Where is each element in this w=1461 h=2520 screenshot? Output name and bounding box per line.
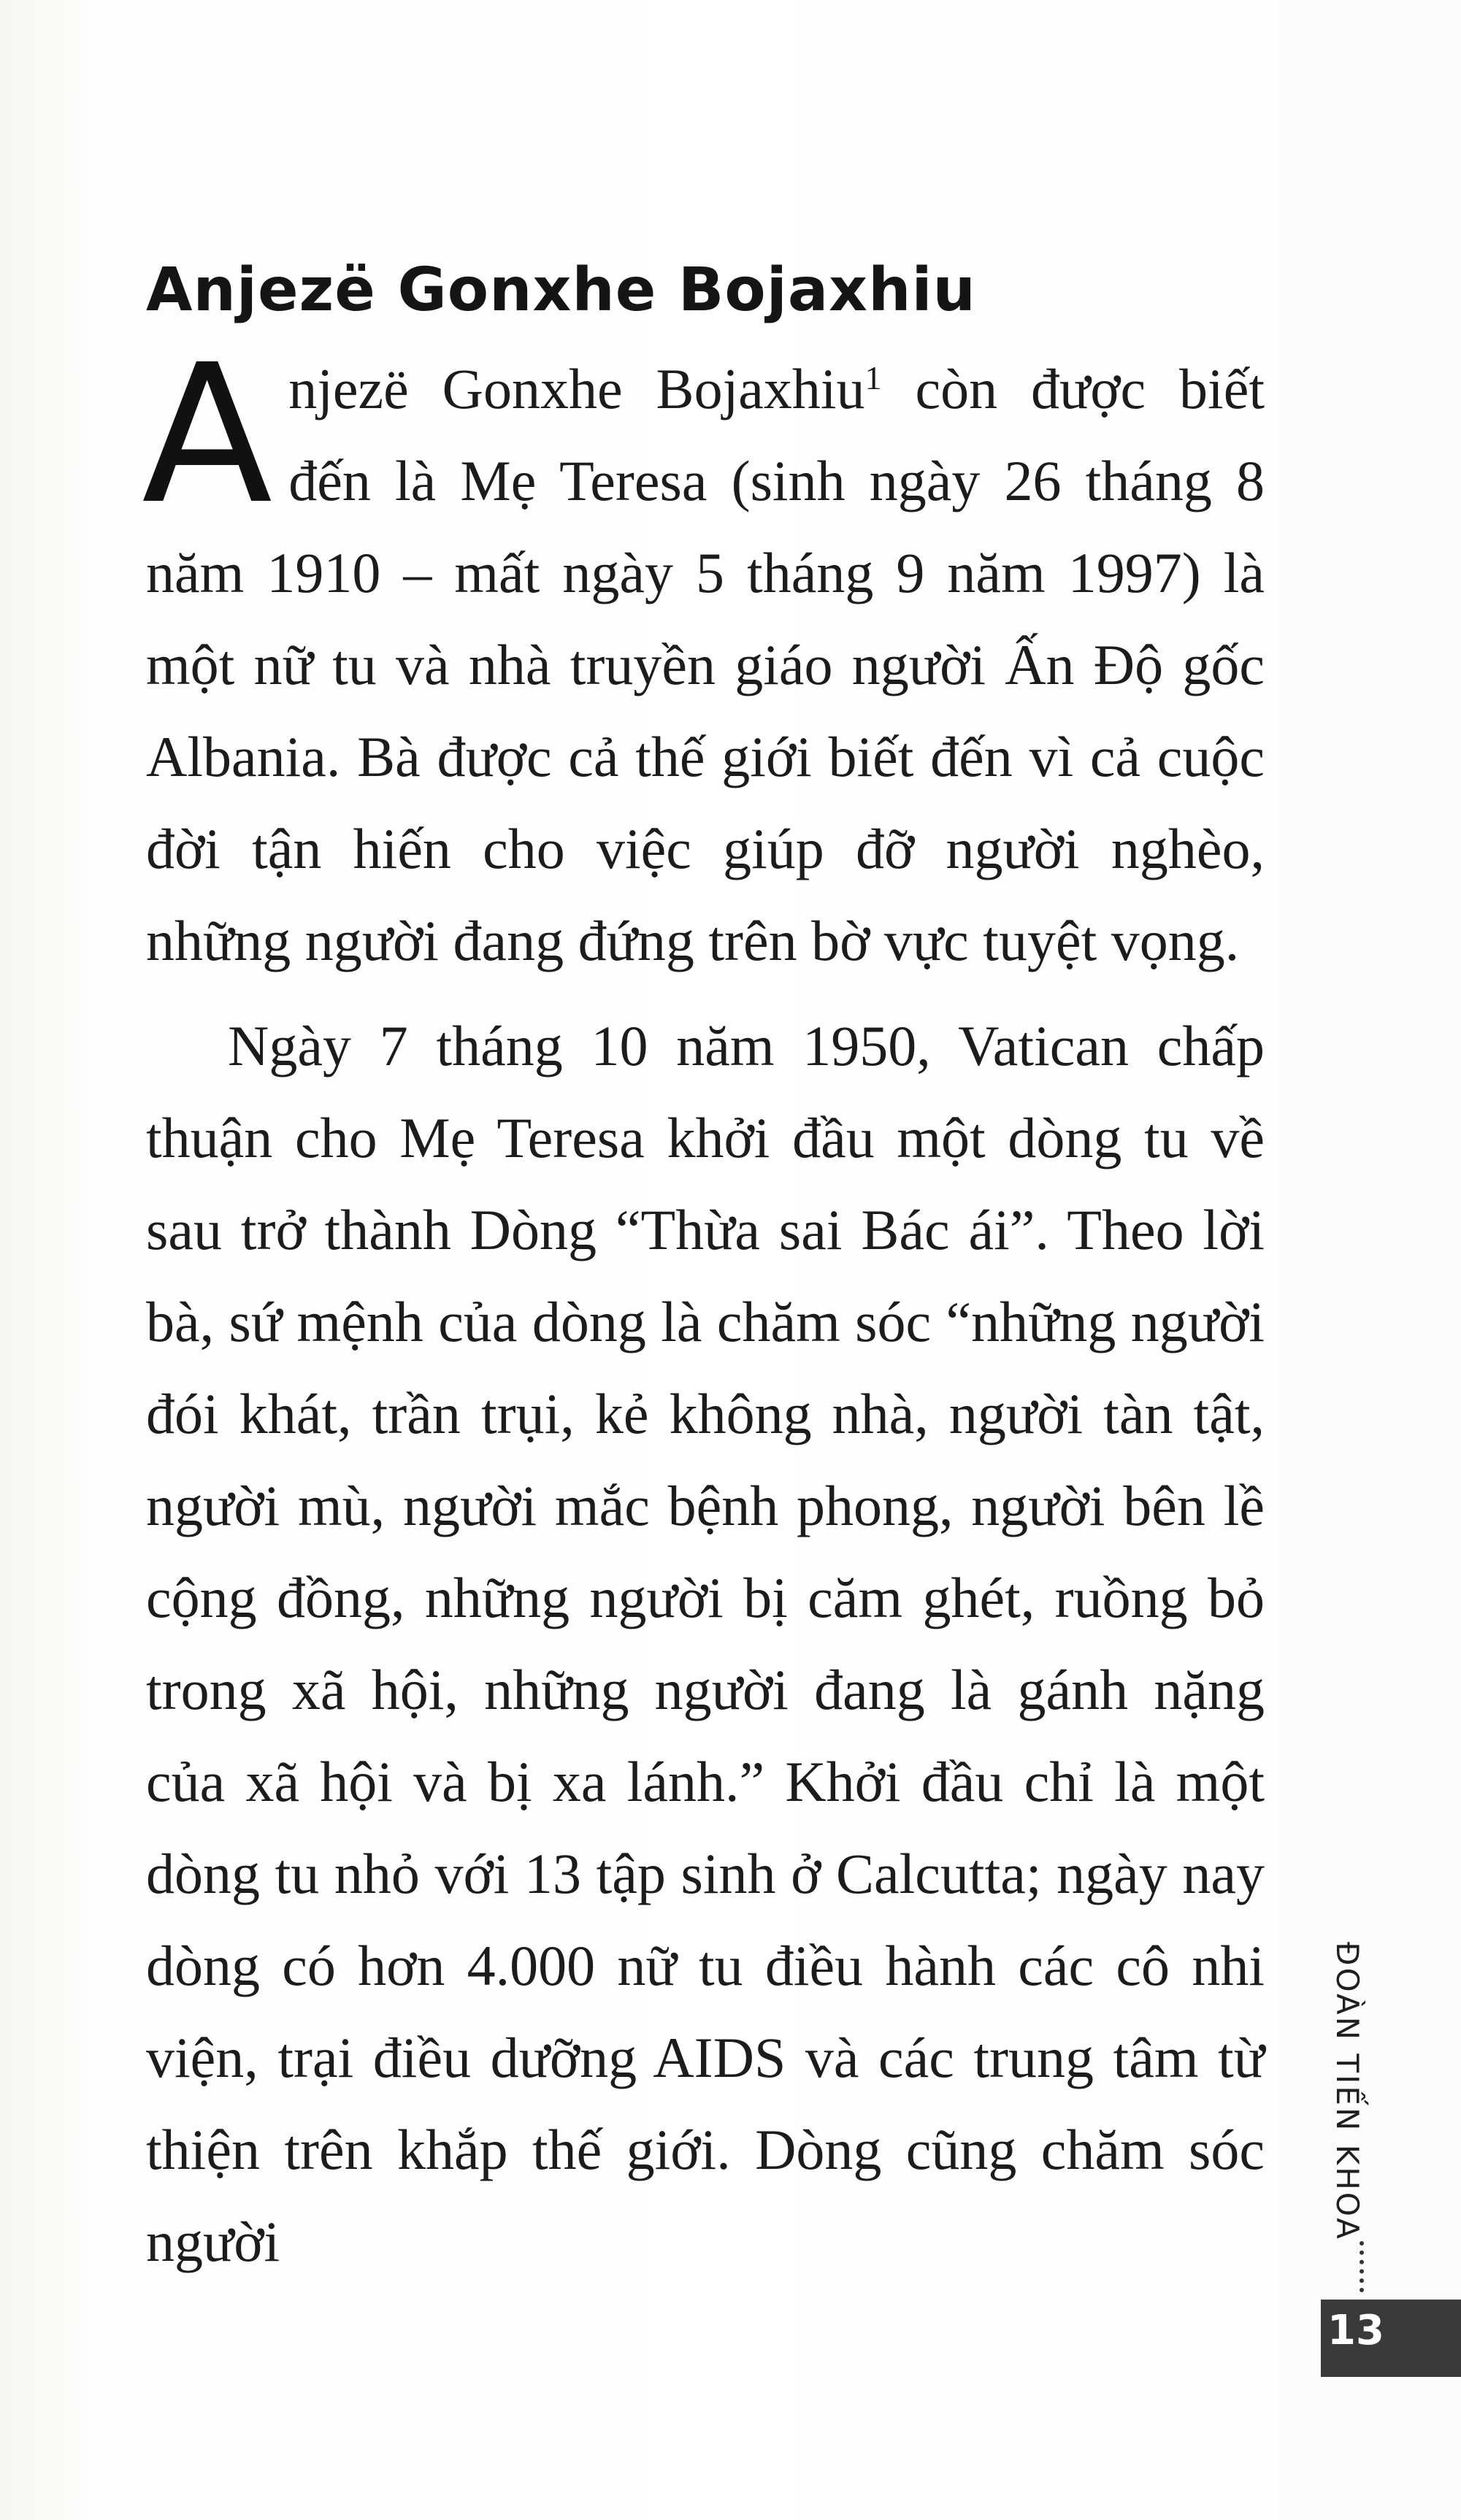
drop-cap-letter: A	[142, 323, 273, 546]
dotted-divider	[1360, 2241, 1364, 2292]
first-paragraph-text: còn được biết đến là Mẹ Teresa (sinh ngày 26 tháng 8 năm 1910 – mất ngày 5 tháng 9 năm 1997) là một nữ tu và nhà truyền giáo người Ấn Độ gốc Albania. Bà được cả thế giới biết đến vì cả cuộc đời tận hiến cho việc giúp đỡ người nghèo, những người đang đứng trên bờ vực tuyệt vọng.	[146, 357, 1265, 972]
author-name: ĐOÀN TIẾN KHOA	[1330, 1942, 1365, 2241]
footnote-marker: 1	[864, 359, 882, 396]
chapter-title: Anjezë Gonxhe Bojaxhiu	[146, 255, 976, 325]
running-author	[1330, 1942, 1392, 2241]
first-paragraph-opening: njezë Gonxhe Bojaxhiu	[288, 357, 865, 420]
page-number: 13	[1327, 2307, 1384, 2354]
paragraph-second: Ngày 7 tháng 10 năm 1950, Vatican chấp thuận cho Mẹ Teresa khởi đầu một dòng tu về sau trở thành Dòng “Thừa sai Bác ái”. Theo lời bà, sứ mệnh của dòng là chăm sóc “những người đói khát, trần trụi, kẻ không nhà, người tàn tật, người mù, người mắc bệnh phong, người bên lề cộng đồng, những người bị căm ghét, ruồng bỏ trong xã hội, những người đang là gánh nặng của xã hội và bị xa lánh.” Khởi đầu chỉ là một dòng tu nhỏ với 13 tập sinh ở Calcutta; ngày nay dòng có hơn 4.000 nữ tu điều hành các cô nhi viện, trại điều dưỡng AIDS và các trung tâm từ thiện trên khắp thế giới. Dòng cũng chăm sóc người	[146, 1014, 1265, 2273]
paragraph-first	[142, 323, 1265, 987]
